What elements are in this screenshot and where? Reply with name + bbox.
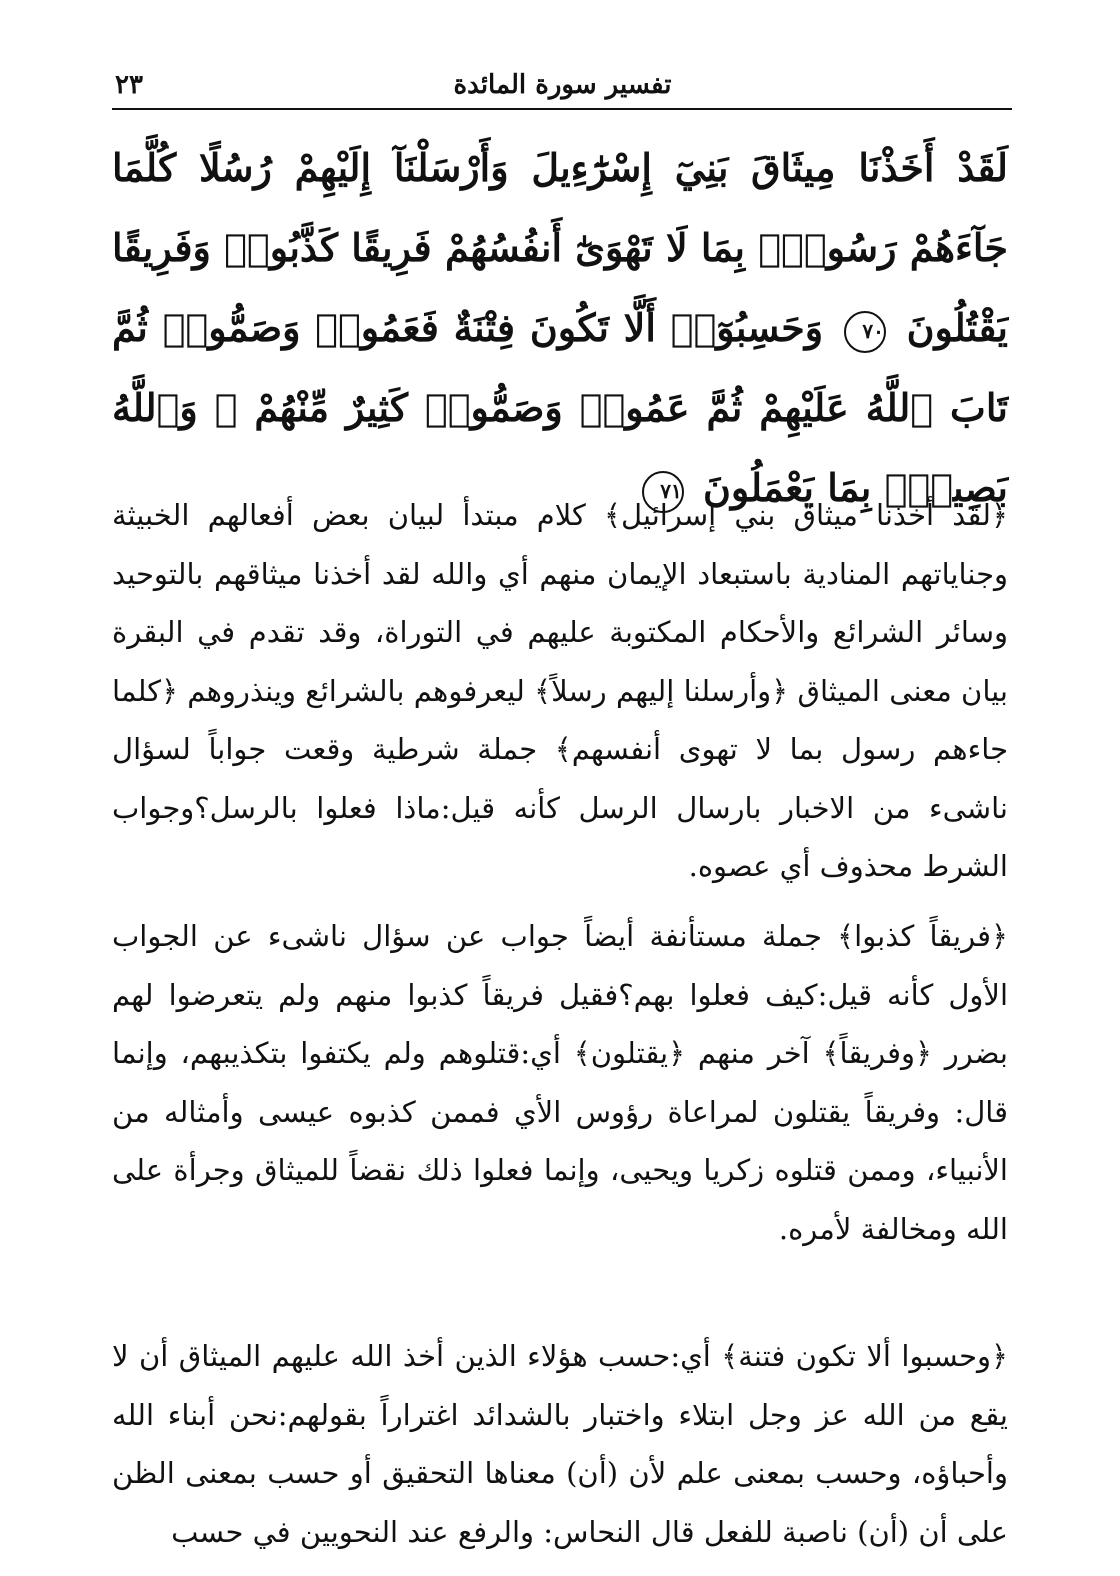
tafsir-paragraph-1: ﴿لقد أخذنا ميثاق بني إسرائيل﴾ كلام مبتدأ لبيان بعض أفعالهم الخبيثة وجناياتهم المنادية باستبعاد الإيمان منهم أي والله لقد أخذنا ميثاقهم بالتوحيد وسائر الشرائع والأحكام المكتوبة عليهم في التوراة، وقد تقدم في البقرة بيان معنى الميثاق ﴿وأرسلنا إليهم رسلاً﴾ ليعرفوهم بالشرائع وينذروهم ﴿كلما جاءهم رسول بما لا تهوى أنفسهم﴾ جملة شرطية وقعت جواباً لسؤال ناشىء من الاخبار بارسال الرسل كأنه قيل:ماذا فعلوا بالرسل؟وجواب الشرط محذوف أي عصوه.	[112, 498, 1008, 883]
tafsir-paragraph-3: ﴿وحسبوا ألا تكون فتنة﴾ أي:حسب هؤلاء الذين أخذ الله عليهم الميثاق أن لا يقع من الله عز وجل ابتلاء واختبار بالشدائد اغتراراً بقولهم:نحن أبناء الله وأحباؤه، وحسب بمعنى علم لأن (أن) معناها التحقيق أو حسب بمعنى الظن على أن (أن) ناصبة للفعل قال النحاس: والرفع عند النحويين في حسب	[112, 1339, 1008, 1549]
running-title: تفسير سورة المائدة	[453, 70, 672, 100]
ayah-marker-71: ٧١	[642, 471, 684, 513]
page-header	[115, 66, 1010, 110]
tafsir-paragraph-2: ﴿فريقاً كذبوا﴾ جملة مستأنفة أيضاً جواب عن سؤال ناشىء عن الجواب الأول كأنه قيل:كيف فعلوا بهم؟فقيل فريقاً كذبوا منهم ولم يتعرضوا لهم بضرر ﴿وفريقاً﴾ آخر منهم ﴿يقتلون﴾ أي:قتلوهم ولم يكتفوا بتكذيبهم، وإنما قال: وفريقاً يقتلون لمراعاة رؤوس الأي فممن كذبوه عيسى وأمثاله من الأنبياء، وممن قتلوه زكريا ويحيى، وإنما فعلوا ذلك نقضاً للميثاق وجرأة على الله ومخالفة لأمره.	[112, 919, 1008, 1246]
header-rule	[112, 108, 1012, 110]
ayah-marker-70: ٧٠	[844, 311, 886, 353]
verse-70-text: لَقَدْ أَخَذْنَا مِيثَاقَ بَنِيٓ إِسْرَٰٓءِيلَ وَأَرْسَلْنَآ إِلَيْهِمْ رُسُلًا كُلَّمَا جَآءَهُمْ رَسُولٌۢ بِمَا لَا تَهْوَىٰٓ أَنفُسُهُمْ فَرِيقًا كَذَّبُوا۟ وَفَرِيقًا يَقْتُلُونَ	[112, 145, 1008, 350]
verse-71-text: وَحَسِبُوٓا۟ أَلَّا تَكُونَ فِتْنَةٌ فَعَمُوا۟ وَصَمُّوا۟ ثُمَّ تَابَ ٱللَّهُ عَلَيْهِمْ ثُمَّ عَمُوا۟ وَصَمُّوا۟ كَثِيرٌ مِّنْهُمْ ۚ وَٱللَّهُ بَصِيرٌۢ بِمَا يَعْمَلُونَ	[112, 305, 1008, 510]
quran-verses	[112, 128, 1008, 528]
page-number: ٢٣	[115, 70, 143, 100]
